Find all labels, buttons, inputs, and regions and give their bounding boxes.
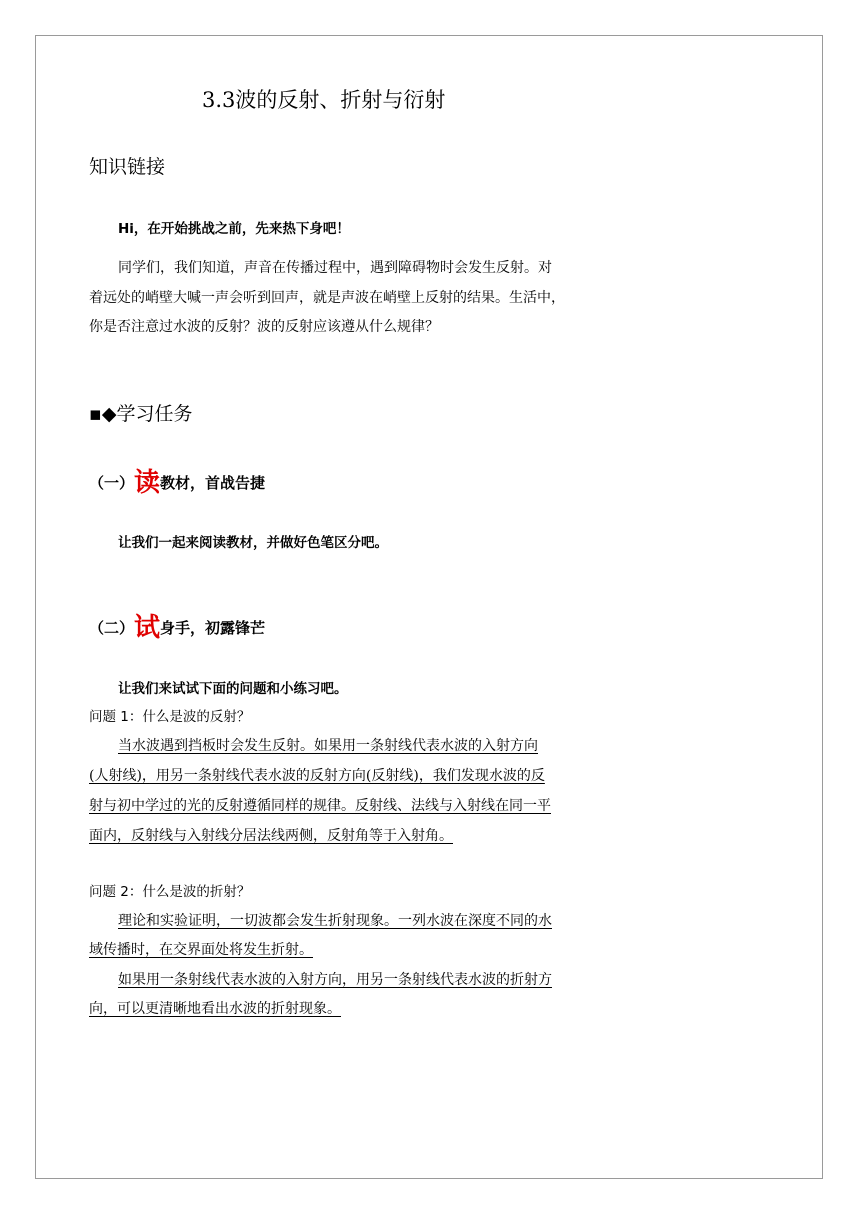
q2-answer-line-3: 如果用一条射线代表水波的入射方向，用另一条射线代表水波的折射方 [118, 972, 552, 988]
knowledge-line-3: 你是否注意过水波的反射？波的反射应该遵从什么规律？ [89, 319, 439, 335]
q1-answer-line-4: 面内，反射线与入射线分居法线两侧，反射角等于入射角。 [89, 828, 453, 844]
part2-big-char: 试 [134, 613, 161, 643]
q1-answer-line-3: 射与初中学过的光的反射遵循同样的规律。反射线、法线与入射线在同一平 [89, 798, 551, 814]
part2-desc: 让我们来试试下面的问题和小练习吧。 [118, 681, 348, 697]
document-title: 3.3波的反射、折射与衍射 [202, 88, 446, 112]
knowledge-heading: 知识链接 [89, 156, 166, 178]
part1-prefix: （一） [89, 474, 135, 492]
part1-big-char: 读 [134, 468, 161, 498]
q1-answer-line-2: (人射线)，用另一条射线代表水波的反射方向(反射线)，我们发现水波的反 [89, 768, 545, 784]
part2-suffix: 身手，初露锋芒 [160, 619, 266, 637]
q2-answer-line-1: 理论和实验证明，一切波都会发生折射现象。一列水波在深度不同的水 [118, 913, 552, 929]
q1-answer-line-1: 当水波遇到挡板时会发生反射。如果用一条射线代表水波的入射方向 [118, 738, 538, 754]
part2-prefix: （二） [89, 619, 135, 637]
part1-desc: 让我们一起来阅读教材，并做好色笔区分吧。 [118, 535, 388, 551]
question-1-label: 问题 1：什么是波的反射？ [89, 709, 251, 725]
q2-answer-line-2: 域传播时，在交界面处将发生折射。 [89, 942, 313, 958]
warmup-line: Hi，在开始挑战之前，先来热下身吧！ [118, 221, 350, 237]
q2-answer-line-4: 向，可以更清晰地看出水波的折射现象。 [89, 1001, 341, 1017]
knowledge-line-1: 同学们，我们知道，声音在传播过程中，遇到障碍物时会发生反射。对 [118, 260, 552, 276]
part1-suffix: 教材，首战告捷 [160, 474, 266, 492]
part1-heading [89, 462, 265, 499]
knowledge-line-2: 着远处的峭壁大喊一声会听到回声，就是声波在峭壁上反射的结果。生活中， [89, 290, 565, 306]
tasks-heading: ▪◆学习任务 [89, 403, 193, 425]
part2-heading [89, 607, 265, 644]
question-2-label: 问题 2：什么是波的折射？ [89, 884, 251, 900]
